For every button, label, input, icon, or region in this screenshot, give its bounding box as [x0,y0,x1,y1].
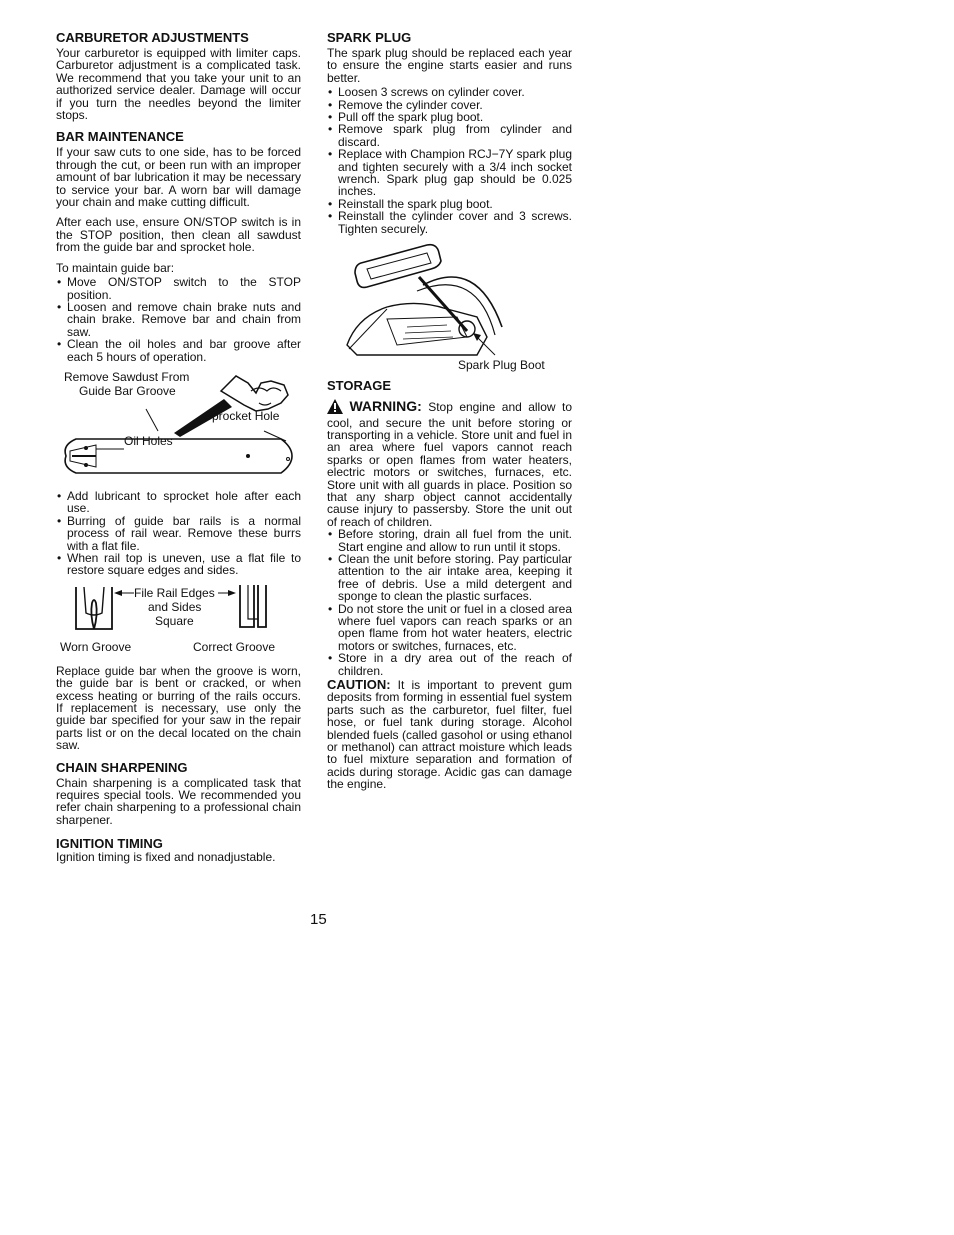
warning-icon [327,399,343,416]
bar-maintenance-list-2 [56,490,301,577]
label-file-rail-edges: File Rail Edges [134,585,215,600]
label-square: Square [155,613,194,628]
spark-plug-figure [327,237,572,372]
list-item: • Clean the oil holes and bar groove after each 5 hours of operation. [56,338,301,363]
label-oil-holes: Oil Holes [124,433,173,448]
ignition-timing-section [56,836,301,863]
label-sprocket-hole: Sprocket Hole [204,408,280,423]
carburetor-section [56,30,301,121]
spark-plug-illustration [327,237,572,372]
label-guide-bar-groove: Guide Bar Groove [79,383,176,398]
list-item: • Remove spark plug from cylinder and discard. [327,123,572,148]
ignition-timing-heading: IGNITION TIMING [56,836,163,852]
list-item: • Reinstall the cylinder cover and 3 screws. Tighten securely. [327,210,572,235]
label-spark-plug-boot: Spark Plug Boot [458,358,545,373]
list-item: • Before storing, drain all fuel from the unit. Start engine and allow to run until it stops. [327,528,572,553]
storage-heading: STORAGE [327,378,392,394]
label-worn-groove: Worn Groove [60,639,132,654]
list-item: • Burring of guide bar rails is a normal process of rail wear. Remove these burrs with a flat file. [56,515,301,552]
bar-maintenance-p2: After each use, ensure ON/STOP switch is in the STOP position, then clean all sawdust from the guide bar and sprocket hole. [56,215,301,255]
spark-plug-body: The spark plug should be replaced each year to ensure the engine starts easier and runs better. [327,46,572,85]
list-item: • Remove the cylinder cover. [327,99,572,111]
carburetor-heading: CARBURETOR ADJUSTMENTS [56,30,249,45]
label-remove-sawdust: Remove Sawdust From [64,369,190,384]
storage-caution [327,679,572,791]
left-column [56,30,301,872]
list-item: • Add lubricant to sprocket hole after each use. [56,490,301,515]
bar-maintenance-p3: To maintain guide bar: [56,260,175,275]
label-and-sides: and Sides [148,599,202,614]
chain-sharpening-body: Chain sharpening is a complicated task that requires special tools. We recommended you refer chain sharpening to a professional chain sharpener. [56,775,301,827]
bar-maintenance-list-1 [56,276,301,363]
bar-maintenance-heading: BAR MAINTENANCE [56,129,184,145]
storage-warning [327,399,572,528]
list-item: • Clean the unit before storing. Pay particular attention to the air intake area, keeping it free of debris. Use a mild detergent and sponge to clean the plastic surfaces. [327,553,572,603]
right-column [327,30,572,799]
chain-sharpening-section [56,760,301,827]
storage-list [327,528,572,677]
label-correct-groove: Correct Groove [193,639,276,654]
spark-plug-list [327,86,572,235]
list-item: • Reinstall the spark plug boot. [327,198,572,210]
storage-section [327,378,572,791]
bar-maintenance-p1: If your saw cuts to one side, has to be forced through the cut, or been run with an improper amount of bar lubrication it may be necessary to service your bar. A worn bar will damage your chain and make cutting difficult. [56,145,301,210]
page-number: 15 [310,911,327,928]
caution-text: It is important to prevent gum deposits from forming in essential fuel system parts such as the carburetor, fuel filter, fuel hose, or fuel tank during storage. Alcohol blended fuels (called gasohol or using ethanol or methanol) can attract moisture which leads to fuel mixture separation and formation of acids during storage. Acidic gas can damage the engine. [327,678,572,792]
bar-maintenance-section [56,129,301,751]
list-item: • Store in a dry area out of the reach of children. [327,652,572,677]
list-item: • Pull off the spark plug boot. [327,111,572,123]
list-item: • Loosen 3 screws on cylinder cover. [327,86,572,98]
list-item: • Replace with Champion RCJ−7Y spark plug and tighten securely with a 3/4 inch socket wrench. Spark plug gap should be 0.025 inches. [327,148,572,198]
caution-label: CAUTION: [327,677,391,693]
list-item: • Move ON/STOP switch to the STOP position. [56,276,301,301]
guide-bar-figure [56,371,301,486]
spark-plug-section [327,30,572,372]
rail-groove-figure [56,583,301,665]
ignition-timing-body: Ignition timing is fixed and nonadjustable. [56,850,276,865]
list-item: • Do not store the unit or fuel in a closed area where fuel vapors can reach sparks or an open flame from hot water heaters, electric motors or switches, furnaces, etc. [327,603,572,653]
bar-maintenance-p4: Replace guide bar when the groove is worn, the guide bar is bent or cracked, or when excess heating or burring of the rails occurs. If replacement is necessary, use only the guide bar specified for your saw in the repair parts list or on the decal located on the chain saw. [56,663,301,753]
spark-plug-heading: SPARK PLUG [327,30,412,45]
list-item: • Loosen and remove chain brake nuts and chain brake. Remove bar and chain from saw. [56,301,301,338]
carburetor-body: Your carburetor is equipped with limiter caps. Carburetor adjustment is a complicated task. We recommend that you take your unit to an authorized service dealer. Damage will occur if you turn the needles beyond the limiter stops. [56,46,301,123]
list-item: • When rail top is uneven, use a flat file to restore square edges and sides. [56,552,301,577]
chain-sharpening-heading: CHAIN SHARPENING [56,759,188,775]
warning-text: Stop engine and allow to cool, and secure the unit before storing or transporting in a vehicle. Store unit and fuel in an area where fuel vapors cannot reach sparks or open flames from water heaters, electric motors or switches, furnaces, etc. Store unit with all guards in place. Position so that any sharp object cannot accidentally cause injury to passersby. Store the unit out of reach of children. [327,400,572,529]
warning-label: WARNING: [349,398,422,415]
